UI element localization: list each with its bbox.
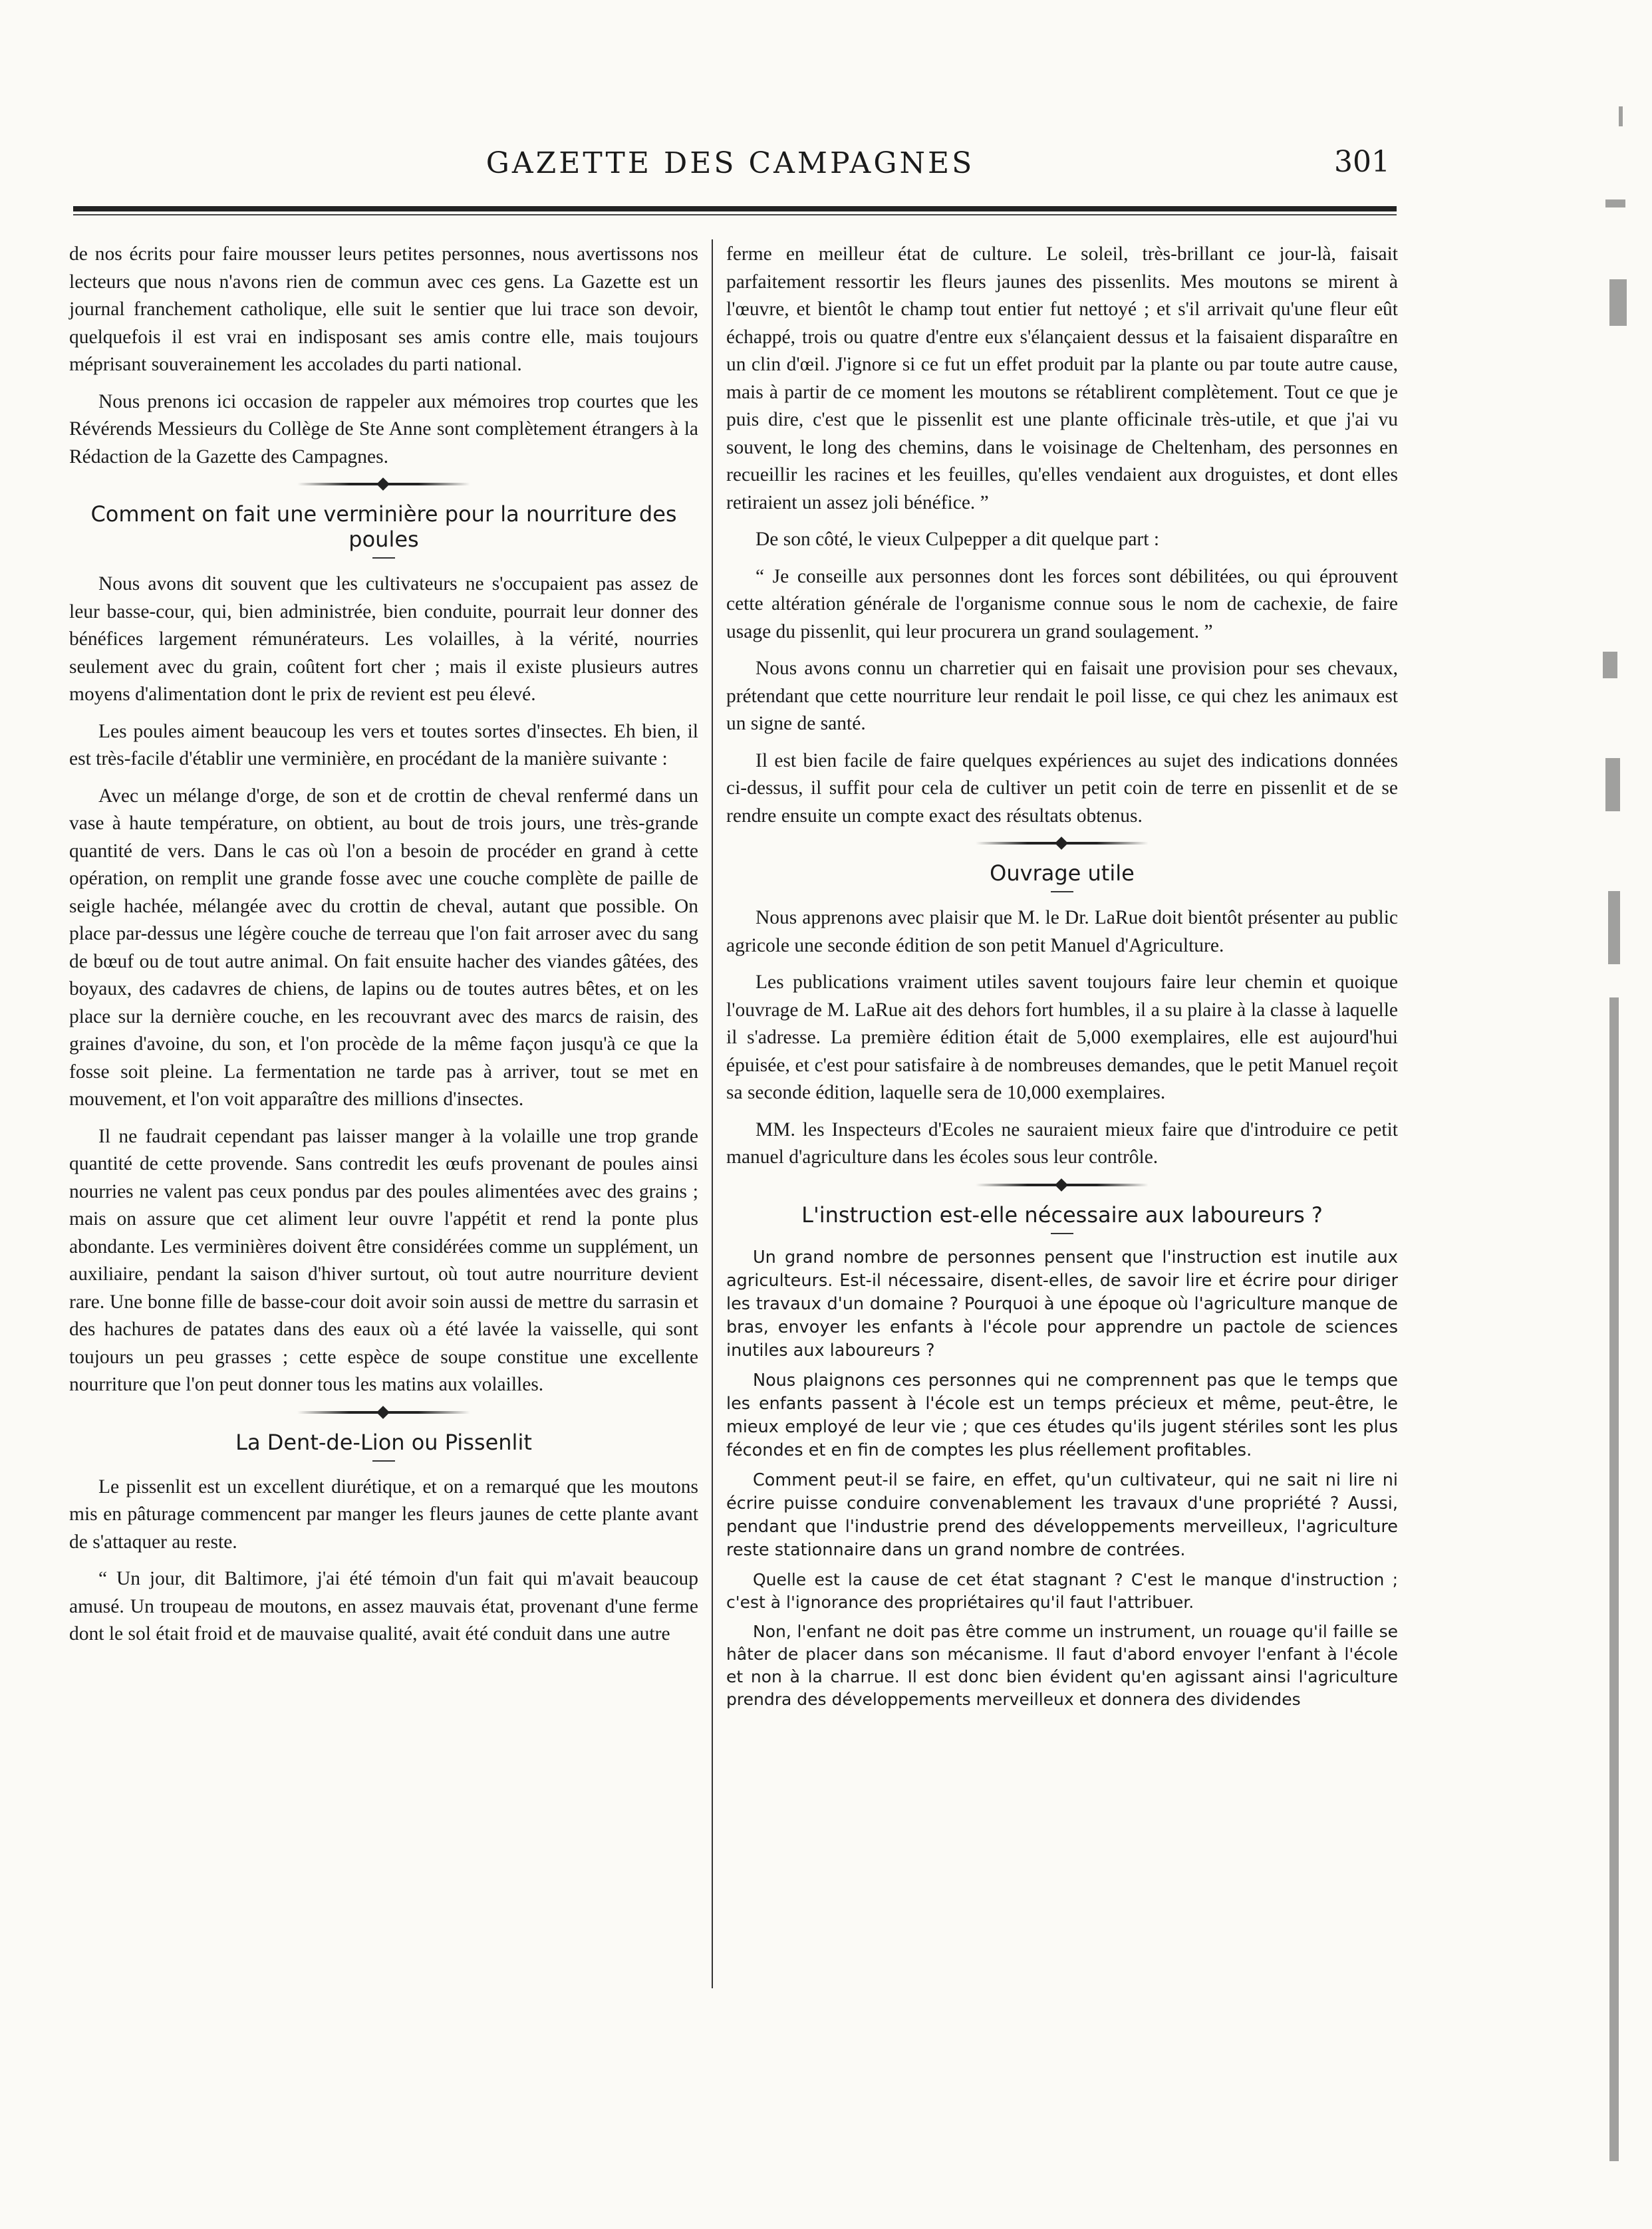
article-heading-pissenlit: La Dent-de-Lion ou Pissenlit bbox=[235, 1429, 532, 1455]
section-separator bbox=[976, 842, 1149, 845]
heading-rule bbox=[372, 557, 395, 559]
article-paragraph: Non, l'enfant ne doit pas être comme un instrument, un rouage qu'il faille se hâter de placer dans son mécanisme. Il faut d'abord envoyer l'enfant à l'école et non à la charrue. Il est donc bien évident qu'en agissant ainsi l'agriculture prendra des développements merveilleux et donnera des dividendes bbox=[726, 1621, 1398, 1709]
article-heading-verminiere: Comment on fait une verminière pour la nourriture des poules bbox=[90, 501, 677, 552]
right-column bbox=[726, 241, 1398, 1718]
heading-rule bbox=[1051, 891, 1073, 892]
column-divider bbox=[712, 239, 713, 1988]
article-paragraph: Nous avons dit souvent que les cultivateurs ne s'occupaient pas assez de leur basse-cour, qui, bien administrée, bien conduite, pourrait leur donner des bénéfices largement rémunérateurs. Les volailles, à la vérité, nourries seulement avec du grain, coûtent fort cher ; mais il existe plusieurs autres moyens d'alimentation dont le prix de revient est peu élevé. bbox=[69, 573, 698, 705]
article-paragraph: Les poules aiment beaucoup les vers et toutes sortes d'insectes. Eh bien, il est très-facile d'établir une verminière, en procédant de la manière suivante : bbox=[69, 720, 698, 769]
heading-rule bbox=[372, 1460, 395, 1462]
section-separator bbox=[297, 483, 470, 485]
article-heading-instruction: L'instruction est-elle nécessaire aux laboureurs ? bbox=[801, 1202, 1323, 1228]
article-heading-ouvrage: Ouvrage utile bbox=[990, 860, 1135, 886]
article-paragraph: Quelle est la cause de cet état stagnant ? C'est le manque d'instruction ; c'est à l'ignorance des propriétaires qu'il faut l'attribuer. bbox=[726, 1569, 1398, 1612]
article-paragraph: Le pissenlit est un excellent diurétique, et on a remarqué que les moutons mis en pâturage commencent par manger les fleurs jaunes de cette plante avant de s'attaquer au reste. bbox=[69, 1476, 698, 1553]
article-paragraph: ferme en meilleur état de culture. Le soleil, très-brillant ce jour-là, faisait parfaitement ressortir les fleurs jaunes des pissenlits. Mes moutons se mirent à l'œuvre, et bientôt le champ tout entier fut nettoyé ; et s'il arrivait qu'une fleur eût échappé, trois ou quatre d'entre eux s'élançaient dessus et la faisaient disparaître en un clin d'œil. J'ignore si ce fut un effet produit par la plante ou par toute autre cause, mais à partir de ce moment les moutons se rétablirent complètement. Tout ce que je puis dire, c'est que le pissenlit est une plante officinale très-utile, et que j'ai vu souvent, le long des chemins, dans le voisinage de Cheltenham, des personnes en recueillir les racines et les feuilles, qu'elles vendaient aux droguistes, et dont elles retiraient un assez joli bénéfice. ” bbox=[726, 243, 1398, 513]
article-paragraph: de nos écrits pour faire mousser leurs petites personnes, nous avertissons nos lecteurs que nous n'avons rien de commun avec ces gens. La Gazette est un journal franchement catholique, elle suit le sentier que lui trace son devoir, quelquefois il est vrai en indisposant ses amis contre elle, mais toujours méprisant souverainement les accolades du parti national. bbox=[69, 243, 698, 375]
article-paragraph: “ Un jour, dit Baltimore, j'ai été témoin d'un fait qui m'avait beaucoup amusé. Un troupeau de moutons, en assez mauvais état, provenant d'une ferme dont le sol était froid et de mauvaise qualité, avait été conduit dans une autre bbox=[69, 1568, 698, 1644]
article-paragraph: Un grand nombre de personnes pensent que l'instruction est inutile aux agriculteurs. Est-il nécessaire, disent-elles, de savoir lire et écrire pour diriger les travaux d'un domaine ? Pourquoi à une époque où l'agriculture manque de bras, envoyer les enfants à l'école pour apprendre un pactole de sciences inutiles aux laboureurs ? bbox=[726, 1247, 1398, 1361]
masthead bbox=[64, 138, 1397, 185]
article-paragraph: Nous plaignons ces personnes qui ne comprennent pas que le temps que les enfants passent à l'école est un temps précieux et même, peut-être, le mieux employé de leur vie ; que ces études qu'ils jugent stériles sont les plus fécondes et en fin de comptes les plus réellement profitables. bbox=[726, 1370, 1398, 1460]
left-column bbox=[69, 241, 698, 1658]
header-rule-thin bbox=[73, 214, 1397, 215]
article-paragraph: “ Je conseille aux personnes dont les forces sont débilitées, ou qui éprouvent cette altération générale de l'organisme connue sous le nom de cachexie, de faire usage du pissenlit, qui leur procurera un grand soulagement. ” bbox=[726, 565, 1398, 642]
article-paragraph: Il est bien facile de faire quelques expériences au sujet des indications données ci-dessus, il suffit pour cela de cultiver un petit coin de terre en pissenlit et de se rendre ensuite un compte exact des résultats obtenus. bbox=[726, 749, 1398, 827]
article-paragraph: MM. les Inspecteurs d'Ecoles ne sauraient mieux faire que d'introduire ce petit manuel d'agriculture dans les écoles sous leur contrôle. bbox=[726, 1118, 1398, 1168]
article-paragraph: Nous avons connu un charretier qui en faisait une provision pour ses chevaux, prétendant que cette nourriture leur rendait le poil lisse, ce qui chez les animaux est un signe de santé. bbox=[726, 658, 1398, 734]
article-paragraph: Nous apprenons avec plaisir que M. le Dr. LaRue doit bientôt présenter au public agricole une seconde édition de son petit Manuel d'Agriculture. bbox=[726, 907, 1398, 956]
header-rule bbox=[73, 206, 1397, 211]
bleed-through-margin bbox=[1579, 80, 1652, 2208]
section-separator bbox=[976, 1184, 1149, 1186]
article-paragraph: Avec un mélange d'orge, de son et de crottin de cheval renfermé dans un vase à haute température, on obtient, au bout de trois jours, une très-grande quantité de vers. Dans le cas où l'on a besoin de procéder en grand à cette opération, on remplit une grande fosse avec une couche complète de paille de seigle hachée, mélangée avec du crottin de cheval, autant que possible. On place par-dessus une légère couche de terreau que l'on fait arroser avec du sang de bœuf ou de tout autre animal. On fait ensuite hacher des viandes gâtées, des boyaux, des cadavres de chiens, de lapins ou de toutes autres bêtes, et on les place sur la dernière couche, en les recouvrant avec des marcs de raisin, des graines d'avoine, du son, et l'on procède de la même façon jusqu'à ce que la fosse soit pleine. La fermentation ne tarde pas à arriver, tout se met en mouvement, et l'on voit apparaître des millions d'insectes. bbox=[69, 785, 698, 1110]
article-paragraph: Les publications vraiment utiles savent toujours faire leur chemin et quoique l'ouvrage de M. LaRue ait des dehors fort humbles, il a su plaire à la classe à laquelle il s'adresse. La première édition était de 5,000 exemplaires, elle est aujourd'hui épuisée, et c'est pour satisfaire à de nombreuses demandes, que le petit Manuel reçoit sa seconde édition, laquelle sera de 10,000 exemplaires. bbox=[726, 972, 1398, 1103]
article-paragraph: De son côté, le vieux Culpepper a dit quelque part : bbox=[756, 529, 1160, 550]
article-paragraph: Il ne faudrait cependant pas laisser manger à la volaille une trop grande quantité de cette provende. Sans contredit les œufs provenant de poules ainsi nourries ne valent pas ceux pondus par des poules alimentées avec des grains ; mais on assure que cet aliment leur ouvre l'appétit et rend la ponte plus abondante. Les verminières doivent être considérées comme un supplément, un auxiliaire, pendant la saison d'hiver surtout, où tout autre nourriture devient rare. Une bonne fille de basse-cour doit avoir soin aussi de mettre du sarrasin et des hachures de patates dans des eaux où a été lavée la vaisselle, qui sont toujours un peu grasses ; cette espèce de soupe constitue une excellente nourriture que l'on peut donner tous les matins aux volailles. bbox=[69, 1125, 698, 1395]
section-separator bbox=[297, 1411, 470, 1414]
heading-rule bbox=[1051, 1233, 1073, 1234]
page-number: 301 bbox=[1334, 145, 1390, 179]
article-paragraph: Nous prenons ici occasion de rappeler aux mémoires trop courtes que les Révérends Messieurs du Collège de Ste Anne sont complètement étrangers à la Rédaction de la Gazette des Campagnes. bbox=[69, 390, 698, 467]
newspaper-title: GAZETTE DES CAMPAGNES bbox=[485, 146, 975, 180]
article-paragraph: Comment peut-il se faire, en effet, qu'un cultivateur, qui ne sait ni lire ni écrire puisse conduire convenablement les travaux d'une propriété ? Aussi, pendant que l'industrie prend des développements merveilleux, l'agriculture reste stationnaire dans un grand nombre de contrées. bbox=[726, 1470, 1398, 1560]
